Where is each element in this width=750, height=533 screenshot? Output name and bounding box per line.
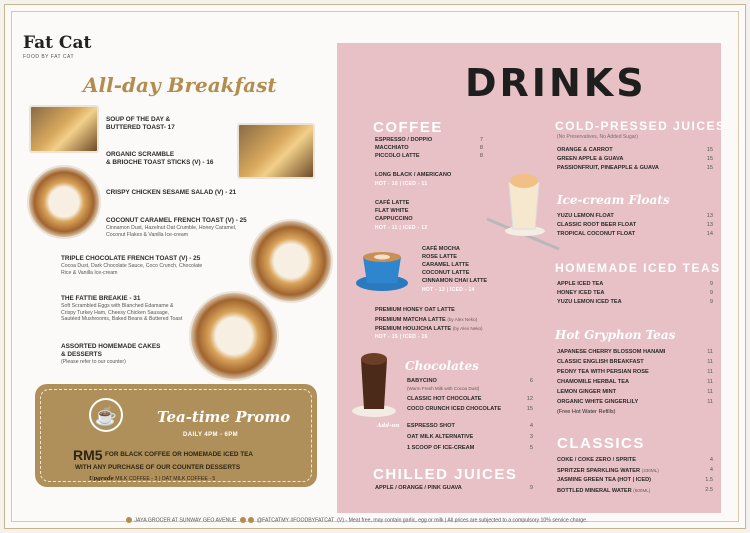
menu-page — [4, 4, 746, 529]
breakfast-item — [61, 343, 191, 366]
drink-name: CARAMEL LATTE — [422, 262, 470, 268]
drink-price: 8 — [479, 153, 483, 159]
hot-iced-price: HOT - 10 | ICED - 11 — [375, 181, 428, 187]
cold-pressed-note: (No Preservatives, No Added Sugar) — [557, 134, 638, 140]
drink-name: PICCOLO LATTE — [375, 153, 420, 159]
iced-chocolate-glass-icon — [349, 347, 399, 419]
drink-note: (by Alex Neko) — [452, 326, 483, 331]
drink-price: 11 — [707, 349, 713, 355]
drink-name: PREMIUM MATCHA LATTE — [375, 317, 446, 323]
breakfast-item — [106, 189, 236, 197]
item-desc: Cocoa Dust, Dark Chocolate Sauce, Coco Crunch, Chocolate Rice & Vanilla Ice-cream — [61, 263, 203, 276]
drink-name: CINNAMON CHAI LATTE — [422, 278, 488, 284]
drink-price: 11 — [707, 359, 713, 365]
drink-name: JASMINE GREEN TEA (HOT | ICED) — [557, 477, 651, 483]
drink-price: 11 — [707, 379, 713, 385]
drink-note: (by Alex Neko) — [447, 317, 478, 322]
drink-name: ROSE LATTE — [422, 254, 458, 260]
drink-name: ESPRESSO / DOPPIO — [375, 137, 433, 143]
drink-price: 13 — [706, 213, 713, 219]
drink-price: 11 — [707, 399, 713, 405]
item-name: ORGANIC SCRAMBLE — [106, 151, 175, 158]
item-name: CRISPY CHICKEN SESAME SALAD (V) - 21 — [106, 189, 237, 196]
drink-name: APPLE ICED TEA — [557, 281, 604, 287]
tea-note: (Free Hot Water Refills) — [557, 409, 616, 415]
drink-price: 15 — [706, 165, 713, 171]
drink-name: PASSIONFRUIT, PINEAPPLE & GUAVA — [557, 165, 659, 171]
drink-name: MACCHIATO — [375, 145, 409, 151]
drink-note: (Warm Fresh Milk with Cocoa Dust) — [407, 386, 480, 391]
drink-price: 3 — [529, 434, 533, 440]
drink-name: YUZU LEMON FLOAT — [557, 213, 614, 219]
hot-iced-price: HOT - 15 | ICED - 16 — [375, 334, 428, 340]
drink-name: COKE / COKE ZERO / SPRITE — [557, 457, 636, 463]
item-desc: (Please refer to our counter) — [61, 359, 126, 365]
drink-price: 12 — [526, 396, 533, 402]
drink-price: 15 — [706, 147, 713, 153]
breakfast-item — [61, 255, 211, 276]
drink-name: SPRITZER SPARKLING WATER — [557, 468, 641, 474]
cold-pressed-title: COLD-PRESSED JUICES — [555, 119, 726, 133]
drink-name: GREEN APPLE & GUAVA — [557, 156, 624, 162]
upgrade-label: Upgrade — [89, 476, 114, 482]
promo-line-2: WITH ANY PURCHASE OF OUR COUNTER DESSERTS — [75, 464, 241, 471]
drink-price: 4 — [529, 423, 533, 429]
brand-subtitle: FOOD BY FAT CAT — [23, 54, 75, 60]
drink-price: 5 — [529, 445, 533, 451]
drink-name: 1 SCOOP OF ICE-CREAM — [407, 445, 475, 451]
drink-name: CAFÉ MOCHA — [422, 246, 460, 252]
breakfast-title: All-day Breakfast — [83, 73, 277, 97]
breakfast-item — [106, 116, 175, 132]
drink-price: 9 — [709, 281, 713, 287]
drink-price: 2.5 — [705, 487, 713, 493]
drink-price: 15 — [526, 406, 533, 412]
drink-name: HONEY ICED TEA — [557, 290, 605, 296]
drink-price: 4 — [709, 457, 713, 463]
breakfast-item — [106, 151, 213, 167]
drink-name: CAPPUCCINO — [375, 216, 413, 222]
drink-name: BABYCINO — [407, 378, 437, 384]
instagram-icon — [248, 517, 254, 523]
drink-name: CLASSIC HOT CHOCOLATE — [407, 396, 482, 402]
drink-name: PEONY TEA WITH PERSIAN ROSE — [557, 369, 649, 375]
breakfast-item — [106, 217, 256, 238]
drink-name: CHAMOMILE HERBAL TEA — [557, 379, 629, 385]
breakfast-item — [61, 295, 189, 323]
chilled-juices-title: CHILLED JUICES — [373, 466, 518, 483]
addon-label: Add-on — [377, 423, 400, 429]
drink-name: LEMON GINGER MINT — [557, 389, 617, 395]
drink-row — [375, 316, 477, 324]
drink-row — [557, 467, 659, 475]
drink-note: (600ML) — [633, 488, 651, 493]
hot-iced-price: HOT - 13 | ICED - 14 — [422, 287, 475, 293]
drink-name: CLASSIC ROOT BEER FLOAT — [557, 222, 637, 228]
drink-name: PREMIUM HONEY OAT LATTE — [375, 307, 455, 313]
promo-line-1: FOR BLACK COFFEE OR HOMEMADE ICED TEA — [105, 451, 254, 458]
latte-cup-icon — [353, 243, 411, 295]
promo-title: Tea-time Promo — [157, 408, 291, 426]
drinks-title: DRINKS — [465, 61, 647, 105]
item-desc: Cinnamon Dust, Hazelnut Oat Crumble, Honey Caramel, Coconut Flakes & Vanilla Ice-cream — [106, 225, 237, 238]
drink-row — [375, 325, 483, 333]
drink-row — [375, 307, 455, 314]
hot-iced-price: HOT - 11 | ICED - 12 — [375, 225, 428, 231]
coffee-cup-icon: ☕ — [89, 398, 123, 432]
item-name: ASSORTED HOMEMADE CAKES — [61, 343, 161, 350]
drink-name: BOTTLED MINERAL WATER — [557, 488, 632, 494]
drink-price: 11 — [707, 389, 713, 395]
drink-name: YUZU LEMON ICED TEA — [557, 299, 622, 305]
upgrade-text: MILK COFFEE - 3 | OAT MILK COFFEE - 5 — [115, 476, 216, 482]
item-name: COCONUT CARAMEL FRENCH TOAST (V) - 25 — [106, 217, 247, 224]
classics-title: CLASSICS — [557, 435, 645, 452]
iced-teas-title: HOMEMADE ICED TEAS — [555, 261, 721, 275]
chocolates-title: Chocolates — [405, 359, 479, 373]
footer-location: JAYA GROCER AT SUNWAY GEO AVENUE — [134, 517, 237, 524]
item-name-2: & BRIOCHE TOAST STICKS (V) - 16 — [106, 159, 214, 166]
drink-name: ESPRESSO SHOT — [407, 423, 455, 429]
promo-price: RM5 — [73, 447, 103, 463]
drink-name: CLASSIC ENGLISH BREAKFAST — [557, 359, 644, 365]
drink-price: 14 — [706, 231, 713, 237]
drink-name: ORGANIC WHITE GINGERLILY — [557, 399, 639, 405]
location-pin-icon — [126, 517, 132, 523]
drink-note: (330ML) — [641, 468, 659, 473]
drink-name: JAPANESE CHERRY BLOSSOM HANAMI — [557, 349, 666, 355]
drink-price: 13 — [706, 222, 713, 228]
footer — [125, 517, 588, 523]
tea-time-promo — [35, 384, 317, 487]
item-name: THE FATTIE BREAKIE - 31 — [61, 295, 141, 302]
facebook-icon — [240, 517, 246, 523]
brand-logo: Fat Cat — [23, 33, 92, 53]
drink-price: 15 — [706, 156, 713, 162]
drink-name: APPLE / ORANGE / PINK GUAVA — [375, 485, 462, 491]
promo-upgrade — [89, 476, 215, 482]
item-name: TRIPLE CHOCOLATE FRENCH TOAST (V) - 25 — [61, 255, 201, 262]
french-toast-photo — [249, 219, 333, 303]
drink-name: OAT MILK ALTERNATIVE — [407, 434, 474, 440]
drink-name: CAFÉ LATTE — [375, 200, 410, 206]
item-name-2: BUTTERED TOAST- 17 — [106, 124, 175, 131]
drink-name: COCO CRUNCH ICED CHOCOLATE — [407, 406, 502, 412]
drink-price: 9 — [529, 485, 533, 491]
drink-name: LONG BLACK / AMERICANO — [375, 172, 452, 178]
drink-price: 9 — [709, 299, 713, 305]
item-name-2: & DESSERTS — [61, 351, 102, 358]
hot-gryphon-title: Hot Gryphon Teas — [555, 328, 676, 342]
drink-price: 7 — [479, 137, 483, 143]
drink-name: FLAT WHITE — [375, 208, 409, 214]
drink-price: 8 — [479, 145, 483, 151]
item-name: SOUP OF THE DAY & — [106, 116, 171, 123]
drink-row — [557, 487, 650, 495]
drink-name: ORANGE & CARROT — [557, 147, 613, 153]
fattie-breakie-photo — [189, 291, 279, 381]
soup-photo — [29, 105, 99, 153]
item-desc: Soft Scrambled Eggs with Blanched Edamame & Crispy Turkey Ham, Cheesy Chicken Sausage, Sautéed Mushrooms, Baked Beans & Buttered Toast — [61, 303, 183, 322]
scramble-photo — [237, 123, 315, 179]
footer-social: @FATCATMY #FOODBYFATCAT — [256, 517, 335, 524]
footer-note: (V) - Meat free, may contain garlic, egg or milk | All prices are subjected to a compulsory 10% service charge. — [337, 517, 588, 524]
drink-price: 11 — [707, 369, 713, 375]
drink-name: COCONUT LATTE — [422, 270, 470, 276]
salad-photo — [27, 165, 101, 239]
drink-price: 4 — [709, 467, 713, 473]
drink-name: PREMIUM HOUJICHA LATTE — [375, 326, 452, 332]
coffee-title: COFFEE — [373, 119, 443, 136]
ice-cream-floats-title: Ice-cream Floats — [557, 193, 670, 207]
float-glass-icon — [483, 169, 563, 251]
drink-name: TROPICAL COCONUT FLOAT — [557, 231, 636, 237]
promo-time: DAILY 4PM - 6PM — [183, 432, 239, 438]
drink-price: 1.5 — [705, 477, 713, 483]
drink-price: 6 — [529, 378, 533, 384]
drink-price: 9 — [709, 290, 713, 296]
